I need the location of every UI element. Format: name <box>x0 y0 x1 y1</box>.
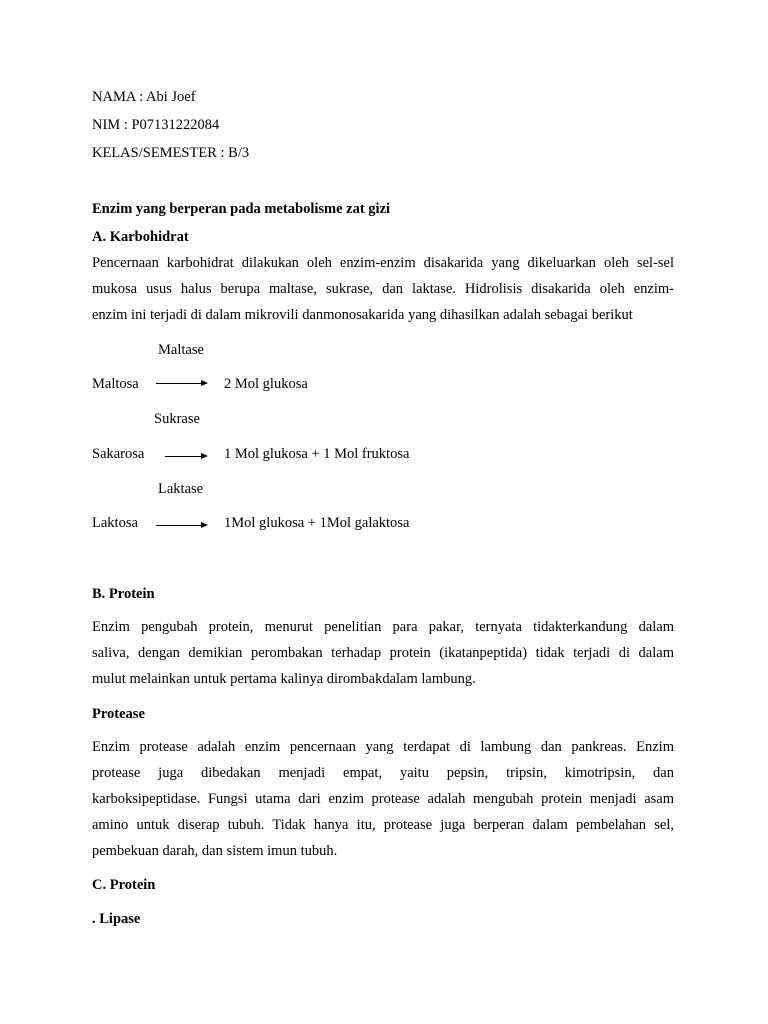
reaction-arrow-icon <box>156 383 206 384</box>
paragraph-line: pembekuan darah, dan sistem imun tubuh. <box>92 843 338 859</box>
substrate-sakarosa: Sakarosa <box>92 446 145 462</box>
paragraph-line: karboksipeptidase. Fungsi utama dari enzim protease adalah mengubah protein menjadi asam <box>92 791 674 807</box>
enzyme-label-laktase: Laktase <box>158 481 204 497</box>
product-maltosa: 2 Mol glukosa <box>224 376 308 392</box>
product-sakarosa: 1 Mol glukosa + 1 Mol fruktosa <box>224 446 410 462</box>
reaction-arrow-icon <box>165 456 206 457</box>
lipase-heading: . Lipase <box>92 911 141 927</box>
paragraph-line: amino untuk diserap tubuh. Tidak hanya itu, protease juga berperan dalam pembelahan sel, <box>92 817 674 833</box>
section-c-heading: C. Protein <box>92 877 156 893</box>
student-class: KELAS/SEMESTER : B/3 <box>92 145 250 161</box>
paragraph-line: Enzim protease adalah enzim pencernaan yang terdapat di lambung dan pankreas. Enzim <box>92 739 674 755</box>
paragraph-line: protease juga dibedakan menjadi empat, yaitu pepsin, tripsin, kimotripsin, dan <box>92 765 674 781</box>
section-b-paragraph <box>92 614 674 692</box>
enzyme-label-sukrase: Sukrase <box>154 411 200 427</box>
student-nim: NIM : P07131222084 <box>92 117 220 133</box>
section-a-paragraph <box>92 250 674 328</box>
reaction-arrow-icon <box>156 525 206 526</box>
paragraph-line: mukosa usus halus berupa maltase, sukrase, dan laktase. Hidrolisis disakarida oleh enzim- <box>92 281 674 297</box>
paragraph-line: saliva, dengan demikian perombakan terhadap protein (ikatanpeptida) tidak terjadi di dalam <box>92 645 674 661</box>
document-title: Enzim yang berperan pada metabolisme zat gizi <box>92 201 391 217</box>
paragraph-line: enzim ini terjadi di dalam mikrovili danmonosakarida yang dihasilkan adalah sebagai berikut <box>92 307 633 323</box>
enzyme-label-maltase: Maltase <box>158 342 204 358</box>
protease-paragraph <box>92 734 674 864</box>
paragraph-line: Enzim pengubah protein, menurut penelitian para pakar, ternyata tidakterkandung dalam <box>92 619 674 635</box>
paragraph-line: Pencernaan karbohidrat dilakukan oleh enzim-enzim disakarida yang dikeluarkan oleh sel-sel <box>92 255 674 271</box>
student-name: NAMA : Abi Joef <box>92 89 196 105</box>
section-a-heading: A. Karbohidrat <box>92 229 189 245</box>
substrate-laktosa: Laktosa <box>92 515 138 531</box>
substrate-maltosa: Maltosa <box>92 376 139 392</box>
section-b-heading: B. Protein <box>92 586 155 602</box>
product-laktosa: 1Mol glukosa + 1Mol galaktosa <box>224 515 410 531</box>
paragraph-line: mulut melainkan untuk pertama kalinya dirombakdalam lambung. <box>92 671 476 687</box>
protease-heading: Protease <box>92 706 145 722</box>
